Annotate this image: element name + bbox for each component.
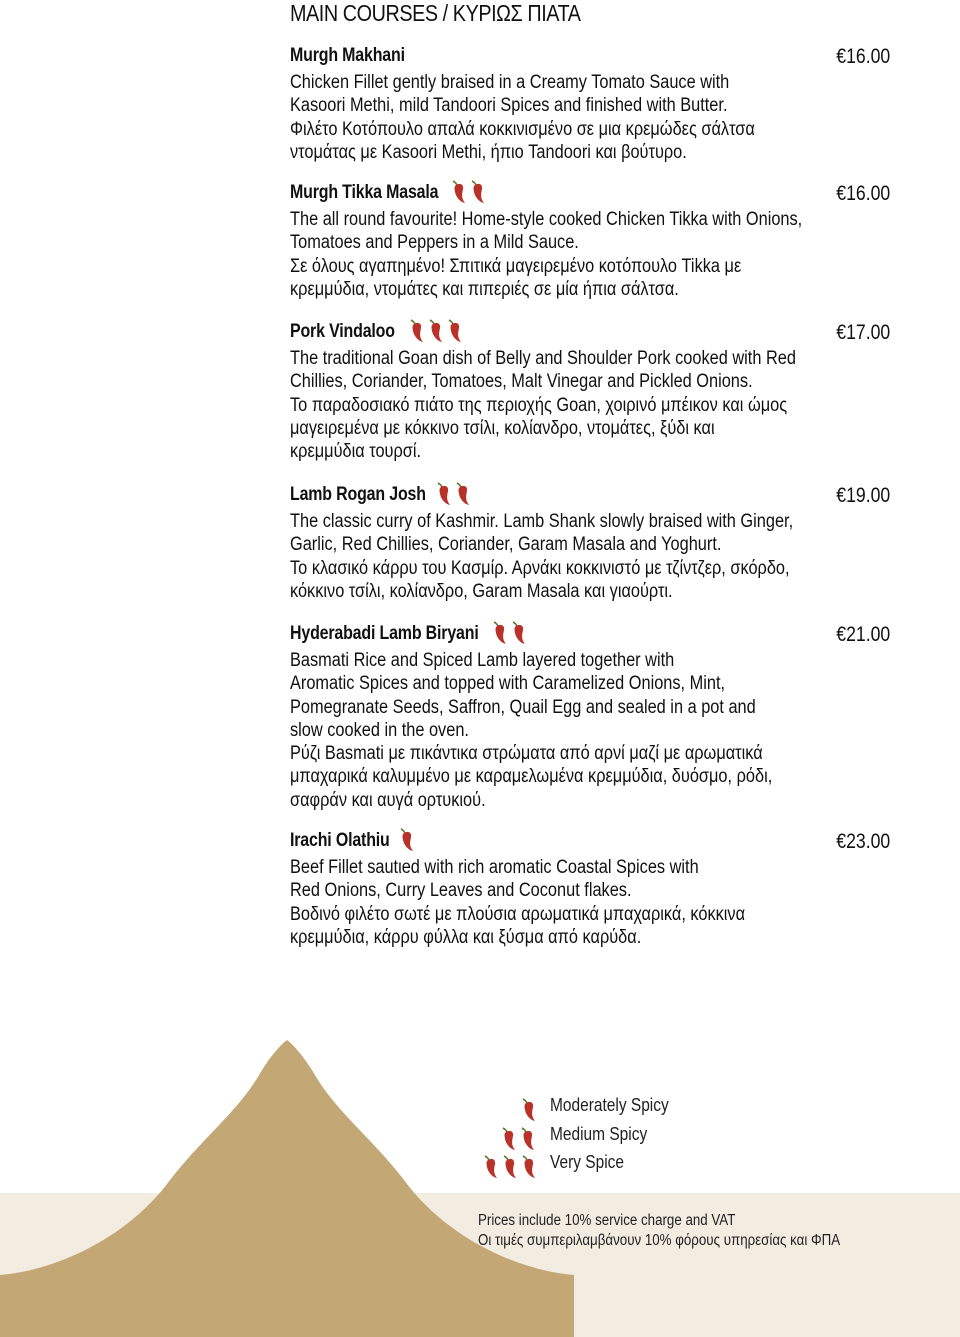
description-line: Pomegranate Seeds, Saffron, Quail Egg and sealed in a pot and — [290, 696, 756, 718]
chilli-pepper-icon — [411, 320, 423, 342]
dish-price: €21.00 — [836, 623, 890, 646]
dish-lamb-rogan-josh — [290, 484, 890, 603]
dish-murgh-tikka-masala — [290, 182, 890, 301]
dish-hyderabadi-lamb-biryani — [290, 623, 890, 812]
dish-name: Lamb Rogan Josh — [290, 484, 426, 505]
description-line: slow cooked in the oven. — [290, 719, 469, 741]
legend-label: Medium Spicy — [550, 1124, 648, 1144]
description-line: Beef Fillet sautιed with rich aromatic Coastal Spices with — [290, 857, 699, 878]
description-line: Βοδινό φιλέτο σωτέ με πλούσια αρωματικά μπαχαρικά, κόκκινα — [290, 903, 746, 925]
description-line: The traditional Goan dish of Belly and Shoulder Pork cooked with Red — [290, 348, 796, 369]
description-line: Το παραδοσιακό πιάτο της περιοχής Goan, χοιρινό μπέικον και ώμος — [290, 394, 788, 416]
chilli-pepper-icon — [523, 1156, 535, 1178]
price-note-english: Prices include 10% service charge and VAT — [478, 1212, 736, 1229]
chilli-pepper-icon — [472, 181, 484, 203]
chilli-pepper-icon — [494, 622, 506, 644]
description-line: μαγειρεμένα με κόκκινο τσίλι, κολίανδρο, ντομάτες, ξύδι και — [290, 417, 715, 439]
dish-price: €16.00 — [836, 45, 890, 68]
description-line: Φιλέτο Κοτόπουλο απαλά κοκκινισμένο σε μια κρεμώδες σάλτσα — [290, 118, 755, 140]
dish-description — [290, 347, 890, 463]
dish-name: Murgh Tikka Masala — [290, 182, 439, 203]
legend-label: Very Spice — [550, 1152, 625, 1172]
chilli-pepper-icon — [503, 1128, 515, 1150]
dish-description — [290, 71, 890, 164]
chilli-pepper-icon — [457, 483, 469, 505]
dish-description — [290, 208, 890, 301]
dish-price: €19.00 — [836, 484, 890, 507]
description-line: Ρύζι Basmati με πικάντικα στρώματα από αρνί μαζί με αρωματικά — [290, 743, 763, 765]
menu-footer — [0, 1040, 960, 1337]
description-line: κρεμμύδια τουρσί. — [290, 441, 422, 463]
chilli-pepper-icon — [520, 1097, 543, 1128]
description-line: ντομάτας με Kasoori Methi, ήπιο Tandoori και βούτυρο. — [290, 141, 687, 163]
chilli-pepper-icon — [504, 1156, 516, 1178]
dish-name: Hyderabadi Lamb Biryani — [290, 623, 479, 644]
chilli-pepper-icon — [401, 829, 413, 851]
chilli-pepper-icon — [450, 179, 492, 210]
dish-pork-vindaloo — [290, 321, 890, 463]
description-line: Red Onions, Curry Leaves and Coconut flakes. — [290, 880, 632, 902]
chilli-pepper-icon — [522, 1128, 534, 1150]
chilli-pepper-icon — [398, 827, 421, 858]
dome-base — [0, 1280, 574, 1337]
chilli-pepper-icon — [500, 1126, 542, 1157]
chilli-pepper-icon — [438, 483, 450, 505]
chilli-pepper-icon — [523, 1099, 535, 1121]
description-line: Kasoori Methi, mild Tandoori Spices and finished with Butter. — [290, 95, 728, 117]
dish-name: Murgh Makhani — [290, 45, 405, 66]
dish-price: €16.00 — [836, 182, 890, 205]
chilli-pepper-icon — [485, 1156, 497, 1178]
description-line: κρεμμύδια, ντομάτες και πιπεριές σε μία ήπια σάλτσα. — [290, 278, 679, 300]
dish-description — [290, 649, 890, 812]
description-line: μπαχαρικά καλυμμένο με καραμελωμένα κρεμμύδια, δυόσμο, ρόδι, — [290, 766, 773, 788]
onion-dome-graphic — [0, 1040, 960, 1337]
chilli-pepper-icon — [453, 181, 465, 203]
description-line: κόκκινο τσίλι, κολίανδρο, Garam Masala και γιαούρτι. — [290, 580, 673, 602]
dish-murgh-makhani — [290, 45, 890, 164]
description-line: Chillies, Coriander, Tomatoes, Malt Vinegar and Pickled Onions. — [290, 371, 753, 393]
description-line: Garlic, Red Chillies, Coriander, Garam Masala and Yoghurt. — [290, 534, 722, 556]
description-line: Σε όλους αγαπημένο! Σπιτικά μαγειρεμένο κοτόπουλο Tikka με — [290, 255, 742, 277]
description-line: σαφράν και αυγά ορτυκιού. — [290, 789, 486, 811]
chilli-pepper-icon — [435, 481, 477, 512]
description-line: κρεμμύδια, κάρρυ φύλλα και ξύσμα από καρύδα. — [290, 926, 642, 948]
chilli-pepper-icon — [513, 622, 525, 644]
dish-description — [290, 510, 890, 603]
price-note-greek: Οι τιμές συμπεριλαμβάνουν 10% φόρους υπηρεσίας και ΦΠΑ — [478, 1232, 841, 1249]
chilli-pepper-icon — [408, 318, 469, 349]
description-line: The all round favourite! Home-style cooked Chicken Tikka with Onions, — [290, 209, 803, 230]
description-line: Chicken Fillet gently braised in a Creamy Tomato Sauce with — [290, 72, 730, 93]
chilli-pepper-icon — [430, 320, 442, 342]
description-line: Το κλασικό κάρρυ του Κασμίρ. Αρνάκι κοκκινιστό με τζίντζερ, σκόρδο, — [290, 557, 790, 579]
legend-label: Moderately Spicy — [550, 1095, 669, 1115]
description-line: Basmati Rice and Spiced Lamb layered together with — [290, 650, 675, 671]
dish-description — [290, 856, 890, 949]
chilli-pepper-icon — [482, 1154, 543, 1185]
dish-irachi-olathiu — [290, 830, 890, 949]
dish-name: Irachi Olathiu — [290, 830, 390, 851]
dish-name: Pork Vindaloo — [290, 321, 395, 342]
description-line: The classic curry of Kashmir. Lamb Shank slowly braised with Ginger, — [290, 511, 794, 532]
description-line: Tomatoes and Peppers in a Mild Sauce. — [290, 232, 579, 254]
page-title: MAIN COURSES / ΚΥΡΙΩΣ ΠΙΑΤΑ — [290, 0, 581, 26]
description-line: Aromatic Spices and topped with Caramelized Onions, Mint, — [290, 673, 726, 695]
chilli-pepper-icon — [491, 620, 533, 651]
dish-price: €23.00 — [836, 830, 890, 853]
chilli-pepper-icon — [449, 320, 461, 342]
dish-price: €17.00 — [836, 321, 890, 344]
